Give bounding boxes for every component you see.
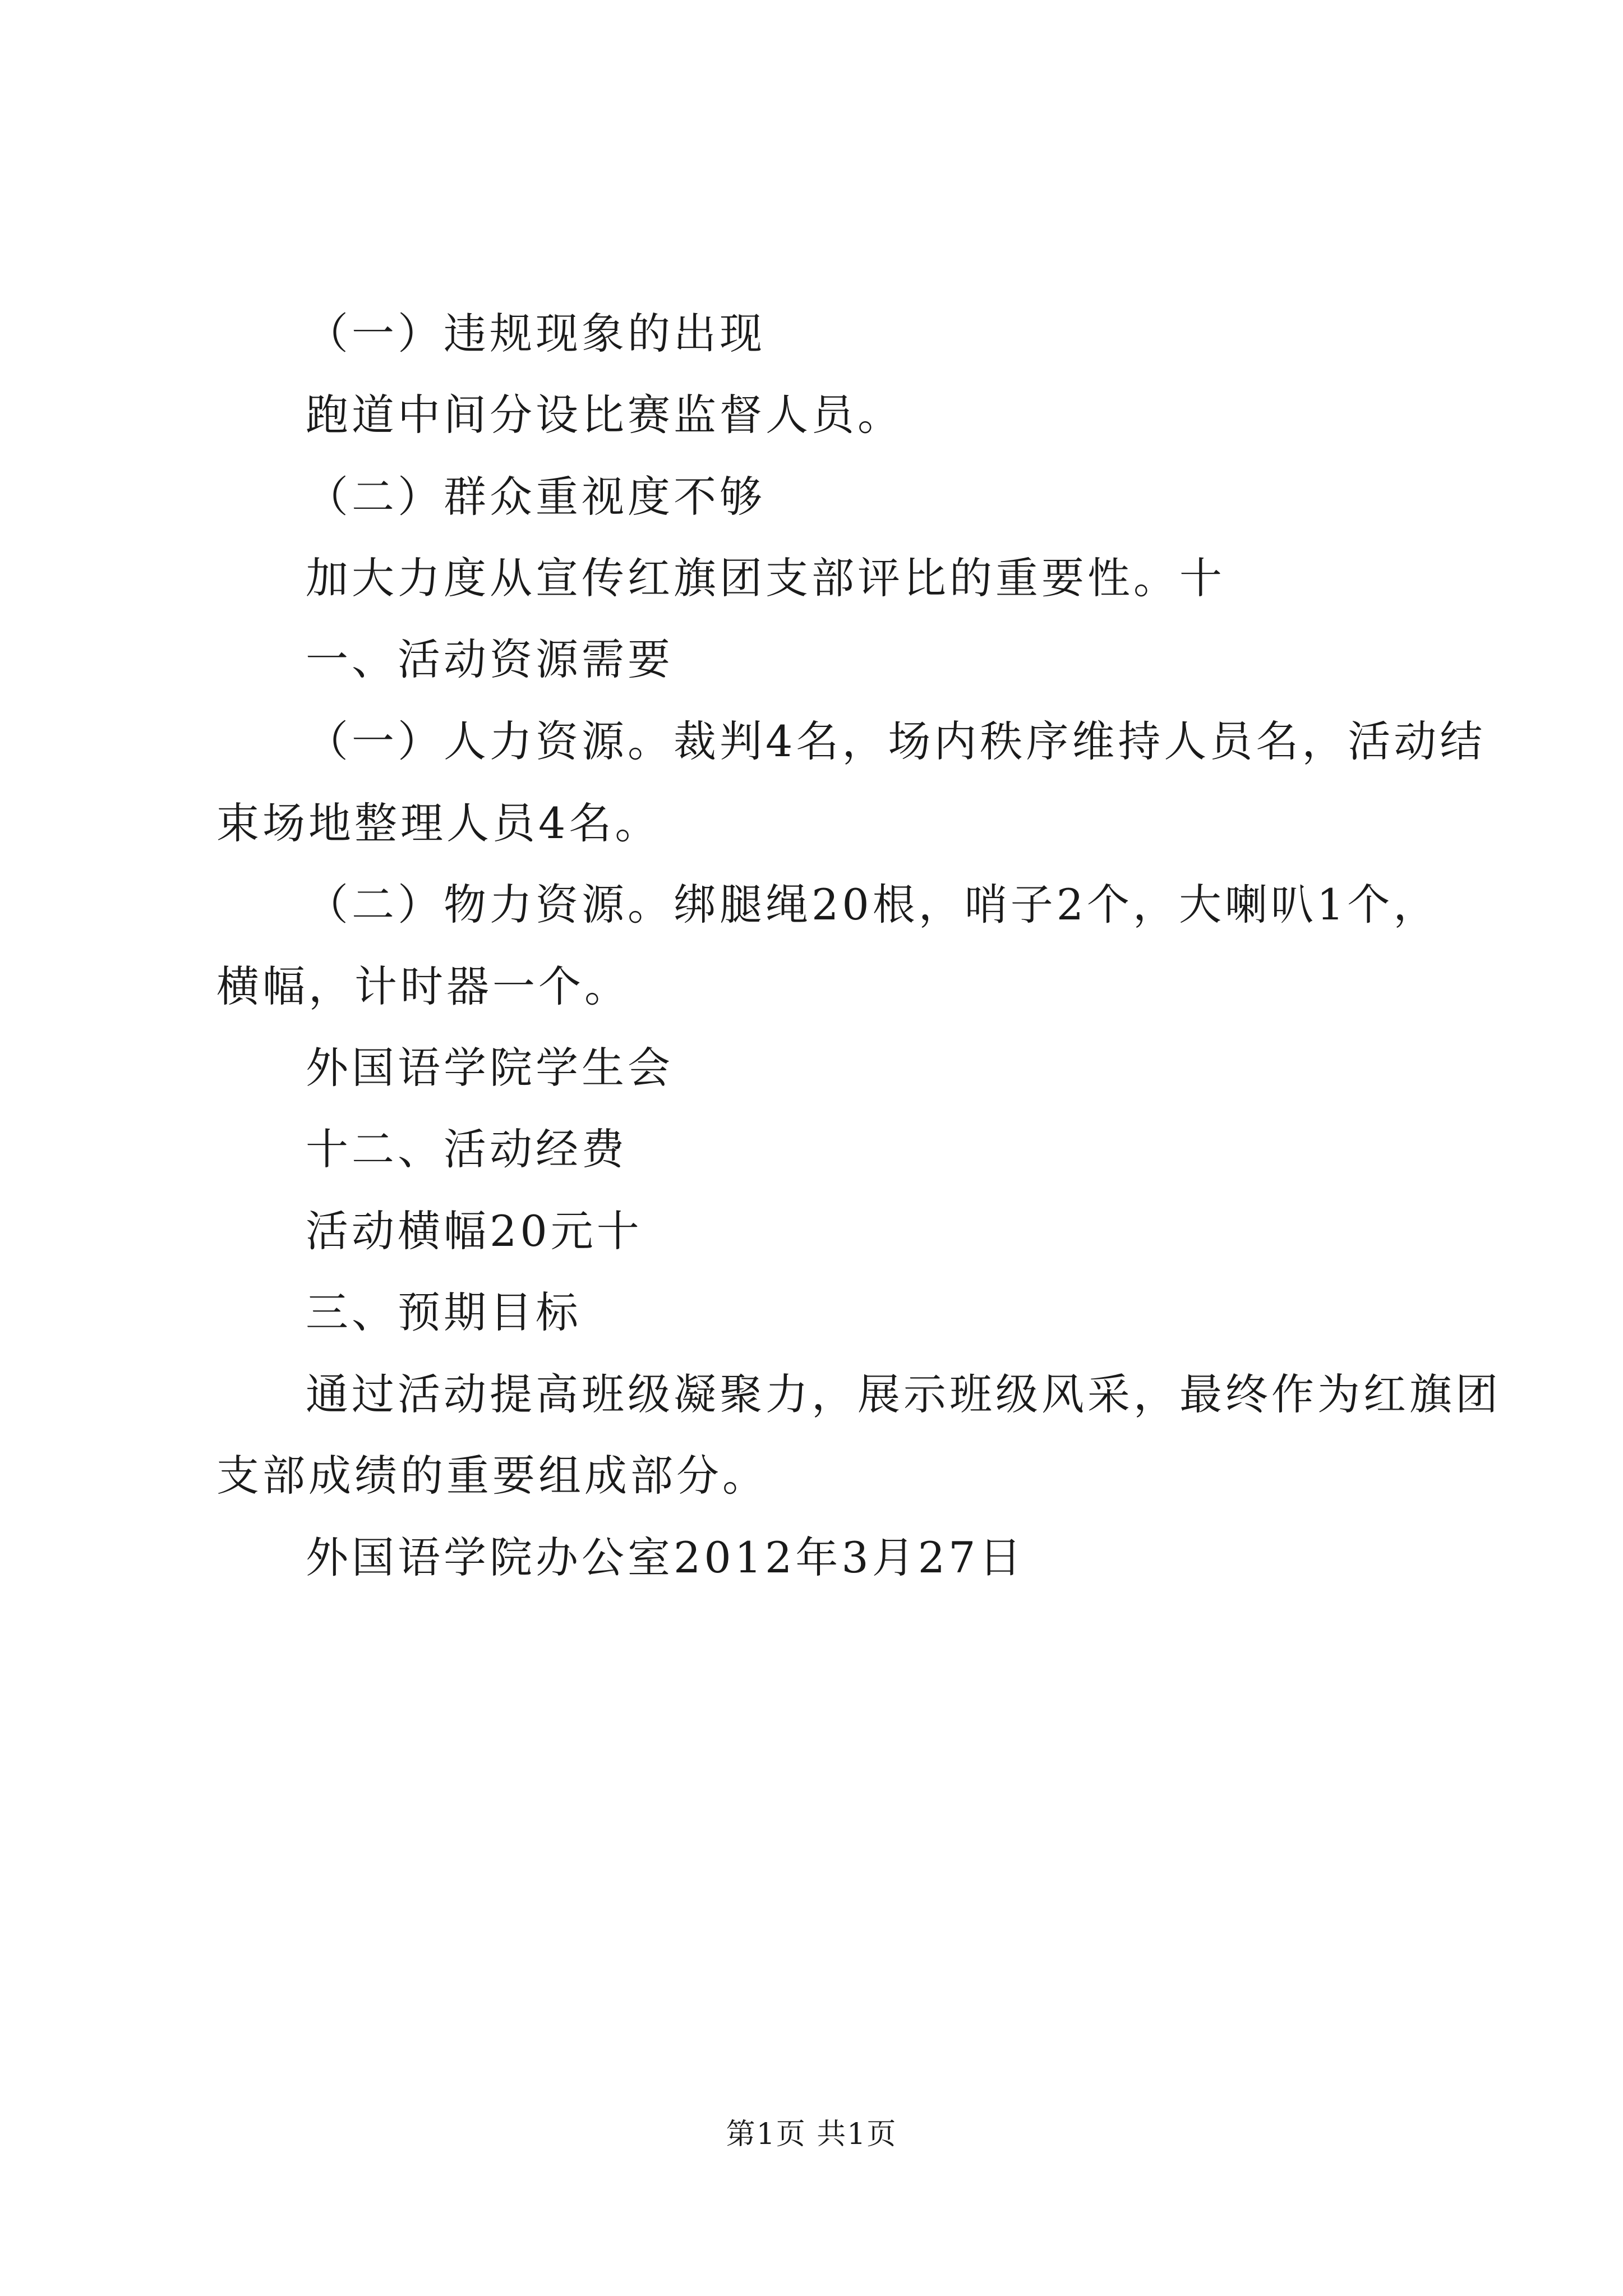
paragraph-line-12: 活动横幅20元十 [306, 1206, 643, 1256]
paragraph-line-8: （二）物力资源。绑腿绳20根，哨子2个，大喇叭1个， [306, 880, 1440, 930]
paragraph-line-7: 束场地整理人员4名。 [216, 798, 661, 848]
paragraph-line-5: 一、活动资源需要 [306, 634, 674, 684]
paragraph-line-14: 通过活动提高班级凝聚力，展示班级风采，最终作为红旗团 [306, 1369, 1501, 1419]
paragraph-line-16: 外国语学院办公室2012年3月27日 [306, 1533, 1025, 1582]
paragraph-line-10: 外国语学院学生会 [306, 1043, 674, 1093]
paragraph-line-9: 横幅，计时器一个。 [216, 961, 630, 1011]
paragraph-line-3: （二）群众重视度不够 [306, 472, 766, 522]
paragraph-line-11: 十二、活动经费 [306, 1124, 628, 1174]
paragraph-line-1: （一）违规现象的出现 [306, 309, 766, 358]
paragraph-line-13: 三、预期目标 [306, 1287, 582, 1337]
paragraph-line-6: （一）人力资源。裁判4名，场内秩序维持人员名，活动结 [306, 716, 1486, 766]
paragraph-line-4: 加大力度从宣传红旗团支部评比的重要性。十 [306, 553, 1225, 603]
page-footer: 第1页 共1页 [726, 2118, 897, 2151]
paragraph-line-15: 支部成绩的重要组成部分。 [216, 1451, 768, 1501]
paragraph-line-2: 跑道中间分设比赛监督人员。 [306, 390, 903, 440]
